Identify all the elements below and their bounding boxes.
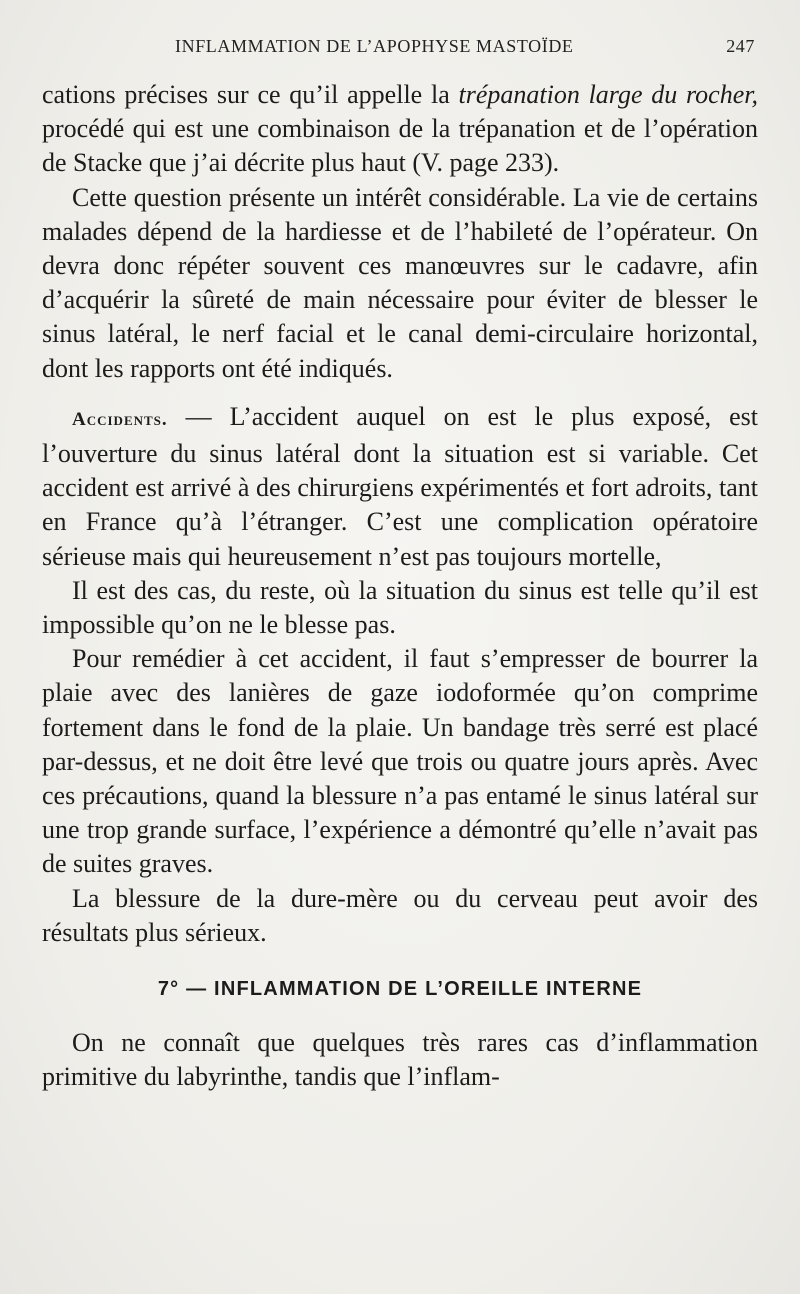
- running-title: INFLAMMATION DE L’APOPHYSE MASTOÏDE: [175, 36, 574, 56]
- italic-term: trépanation large du rocher,: [458, 80, 758, 109]
- paragraph-dura-mater: La blessure de la dure-mère ou du cerveau peut avoir des résultats plus sérieux.: [42, 883, 758, 947]
- accidents-lead: Accidents.: [72, 408, 168, 430]
- paragraph-text: cations précises sur ce qu’il appelle la: [42, 80, 459, 109]
- paragraph-labyrinth: On ne connaît que quelques très rares cas d’inflammation primitive du labyrinthe, tandis que l’inflam-: [42, 1028, 758, 1092]
- page-number: 247: [726, 36, 755, 56]
- body-text: [42, 78, 758, 1094]
- paragraph-accidents: [42, 400, 758, 574]
- paragraph-question: Cette question présente un intérêt considérable. La vie de certains malades dépend de la hardiesse et de l’habileté de l’opérateur. On devra donc répéter souvent ces manœuvres sur le cadavre, afin d’acquérir la sûreté de main nécessaire pour éviter de blesser le sinus latéral, le nerf facial et le canal demi-circulaire horizontal, dont les rapports ont été indiqués.: [42, 182, 758, 383]
- paragraph-trepanation: [42, 78, 758, 181]
- paragraph-text: procédé qui est une combinaison de la trépanation et de l’opération de Stacke que j’ai décrite plus haut (V. page 233).: [42, 114, 758, 178]
- running-head: [40, 36, 760, 64]
- paragraph-text: — L’accident auquel on est le plus exposé, est l’ouverture du sinus latéral dont la situation est si variable. Cet accident est arrivé à des chirurgiens expérimentés et fort adroits, tant en France qu’à l’étranger. C’est une complication opératoire sérieuse mais qui heureusement n’est pas toujours mortelle,: [42, 401, 758, 571]
- section-heading: 7° — INFLAMMATION DE L’OREILLE INTERNE: [157, 978, 643, 1001]
- paragraph-remedy: Pour remédier à cet accident, il faut s’empresser de bourrer la plaie avec des lanières de gaze iodoformée qu’on comprime fortement dans le fond de la plaie. Un bandage très serré est placé par-dessus, et ne doit être levé que trois ou quatre jours après. Avec ces précautions, quand la blessure n’a pas entamé le sinus latéral sur une trop grande surface, l’expérience a démontré qu’elle n’avait pas de suites graves.: [42, 644, 758, 879]
- paragraph-cases: Il est des cas, du reste, où la situation du sinus est telle qu’il est impossible qu’on ne le blesse pas.: [42, 575, 758, 640]
- paragraph-gap: [42, 386, 758, 400]
